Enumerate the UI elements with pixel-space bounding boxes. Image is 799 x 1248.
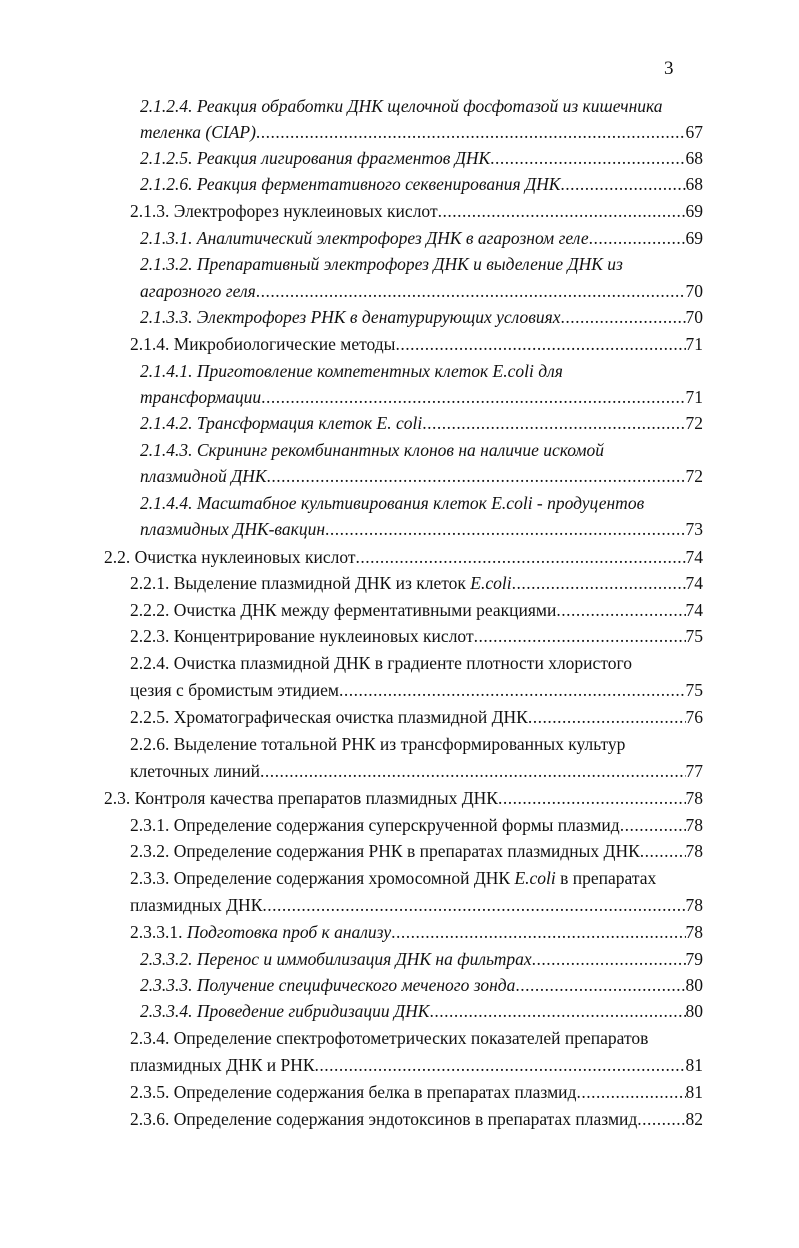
leader-dots xyxy=(256,121,686,143)
toc-entry xyxy=(140,386,703,408)
toc-entry-text: 2.3.2. Определение содержания РНК в препаратах плазмидных ДНК xyxy=(130,841,640,861)
toc-entry-text: плазмидных ДНК xyxy=(130,895,263,915)
toc-page-number: 79 xyxy=(685,949,703,969)
toc-page-number: 68 xyxy=(685,148,703,168)
leader-dots xyxy=(339,679,686,701)
leader-dots xyxy=(391,921,685,943)
toc-entry-text: 2.1.4.4. Масштабное культивирования клеток E.coli - продуцентов xyxy=(140,493,645,513)
toc-entry-text xyxy=(130,572,512,594)
toc-entry xyxy=(140,253,623,275)
toc-entry xyxy=(130,679,703,701)
toc-page-number: 81 xyxy=(685,1082,703,1102)
toc-entry-text-part: 2.2.1. Выделение плазмидной ДНК из клеток xyxy=(130,573,471,593)
toc-entry-text: теленка (CIAP) xyxy=(140,122,256,142)
toc-entry-text-part: 2.3.3.1. xyxy=(130,922,187,942)
toc-page-number: 74 xyxy=(685,547,703,567)
toc-entry-text: 2.2.5. Хроматографическая очистка плазмидной ДНК xyxy=(130,707,528,727)
toc-page-number: 69 xyxy=(685,201,703,221)
toc-entry-text: 2.1.2.4. Реакция обработки ДНК щелочной фосфотазой из кишечника xyxy=(140,96,663,116)
leader-dots xyxy=(528,706,686,728)
toc-entry-text: 2.1.3.3. Электрофорез РНК в денатурирующих условиях xyxy=(140,307,561,327)
toc-entry-text: 2.1.2.5. Реакция лигирования фрагментов ДНК xyxy=(140,148,491,168)
leader-dots xyxy=(325,518,686,540)
toc-entry xyxy=(140,412,703,434)
toc-entry-text: 2.3.3.4. Проведение гибридизации ДНК xyxy=(140,1001,430,1021)
leader-dots xyxy=(262,894,685,916)
toc-entry-text: 2.1.4. Микробиологические методы xyxy=(130,334,396,354)
toc-entry xyxy=(140,227,703,249)
leader-dots xyxy=(356,546,686,568)
leader-dots xyxy=(556,599,685,621)
toc-page-number: 74 xyxy=(685,600,703,620)
toc-entry xyxy=(140,147,703,169)
toc-entry-text: 2.1.4.2. Трансформация клеток E. coli xyxy=(140,413,423,433)
toc-page-number: 73 xyxy=(685,519,703,539)
toc-entry xyxy=(140,121,703,143)
toc-entry xyxy=(140,974,703,996)
toc-page-number: 71 xyxy=(685,387,703,407)
leader-dots xyxy=(515,974,685,996)
leader-dots xyxy=(261,386,685,408)
toc-entry xyxy=(130,840,703,862)
toc-page-number: 76 xyxy=(685,707,703,727)
leader-dots xyxy=(256,280,686,302)
toc-page-number: 78 xyxy=(685,922,703,942)
toc-entry xyxy=(130,333,703,355)
toc-entry xyxy=(104,787,703,809)
toc-entry xyxy=(140,948,703,970)
toc-page-number: 81 xyxy=(685,1055,703,1075)
toc-entry xyxy=(140,173,703,195)
leader-dots xyxy=(532,948,686,970)
toc-entry xyxy=(140,465,703,487)
toc-entry xyxy=(140,306,703,328)
toc-page-number: 80 xyxy=(685,975,703,995)
leader-dots xyxy=(422,412,685,434)
toc-page-number: 68 xyxy=(685,174,703,194)
toc-entry-text: 2.3.5. Определение содержания белка в препаратах плазмид xyxy=(130,1082,577,1102)
toc-entry xyxy=(140,492,644,514)
toc-entry-emphasis: Подготовка проб к анализу xyxy=(186,922,392,942)
toc-entry-text: агарозного геля xyxy=(140,281,256,301)
toc-entry-emphasis: E.coli xyxy=(514,868,556,888)
toc-page-number: 75 xyxy=(685,626,703,646)
toc-entry-emphasis: E.coli xyxy=(470,573,512,593)
toc-entry xyxy=(130,733,625,755)
leader-dots xyxy=(589,227,686,249)
toc-entry xyxy=(130,599,703,621)
toc-entry-text: 2.2.2. Очистка ДНК между ферментативными реакциями xyxy=(130,600,557,620)
toc-page-number: 70 xyxy=(685,281,703,301)
leader-dots xyxy=(438,200,686,222)
toc-entry xyxy=(140,439,604,461)
toc-entry-text-tail: в препаратах xyxy=(555,868,657,888)
toc-entry xyxy=(130,814,703,836)
toc-entry-text: 2.1.4.1. Приготовление компетентных клеток E.coli для xyxy=(140,361,563,381)
leader-dots xyxy=(637,1108,685,1130)
toc-entry xyxy=(140,1000,703,1022)
toc-entry xyxy=(130,1081,703,1103)
toc-entry-text: 2.2. Очистка нуклеиновых кислот xyxy=(104,547,356,567)
toc-entry xyxy=(130,867,656,889)
toc-entry-text: 2.2.3. Концентрирование нуклеиновых кислот xyxy=(130,626,474,646)
toc-entry xyxy=(130,921,703,943)
toc-page-number: 78 xyxy=(685,788,703,808)
toc-page-number: 67 xyxy=(685,122,703,142)
toc-entry xyxy=(140,95,663,117)
toc-entry-text: трансформации xyxy=(140,387,262,407)
toc-entry xyxy=(130,760,703,782)
leader-dots xyxy=(266,465,685,487)
toc-page-number: 80 xyxy=(685,1001,703,1021)
toc-entry xyxy=(130,1054,703,1076)
toc-entry-text: цезия с бромистым этидием xyxy=(130,680,339,700)
leader-dots xyxy=(260,760,686,782)
toc-entry-text: плазмидной ДНК xyxy=(140,466,267,486)
toc-entry-text: 2.1.3.1. Аналитический электрофорез ДНК в агарозном геле xyxy=(140,228,589,248)
toc-entry-text: 2.2.4. Очистка плазмидной ДНК в градиенте плотности хлористого xyxy=(130,653,632,673)
toc-entry-text: 2.1.2.6. Реакция ферментативного секвенирования ДНК xyxy=(140,174,561,194)
toc-entry xyxy=(130,572,703,594)
toc-entry-text: 2.3.3.2. Перенос и иммобилизация ДНК на фильтрах xyxy=(140,949,532,969)
toc-page-number: 72 xyxy=(685,413,703,433)
toc-entry xyxy=(130,1108,703,1130)
leader-dots xyxy=(429,1000,685,1022)
toc-entry-text: 2.1.3. Электрофорез нуклеиновых кислот xyxy=(130,201,438,221)
toc-entry xyxy=(130,1027,648,1049)
toc-page-number: 71 xyxy=(685,334,703,354)
toc-page-number: 70 xyxy=(685,307,703,327)
toc-entry xyxy=(130,200,703,222)
toc-page-number: 77 xyxy=(685,761,703,781)
toc-entry xyxy=(140,280,703,302)
leader-dots xyxy=(620,814,686,836)
leader-dots xyxy=(560,306,685,328)
toc-page-number: 78 xyxy=(685,815,703,835)
leader-dots xyxy=(640,840,686,862)
toc-entry-text: плазмидных ДНК-вакцин xyxy=(140,519,325,539)
leader-dots xyxy=(395,333,685,355)
toc-entry-text: плазмидных ДНК и РНК xyxy=(130,1055,315,1075)
toc-entry xyxy=(140,360,563,382)
toc-page-number: 69 xyxy=(685,228,703,248)
leader-dots xyxy=(490,147,685,169)
toc-entry-text: 2.1.3.2. Препаративный электрофорез ДНК и выделение ДНК из xyxy=(140,254,623,274)
toc-page-number: 78 xyxy=(685,895,703,915)
toc-page-number: 72 xyxy=(685,466,703,486)
toc-page-number: 82 xyxy=(685,1109,703,1129)
toc-entry-text: 2.2.6. Выделение тотальной РНК из трансформированных культур xyxy=(130,734,626,754)
toc-entry-text: 2.3.6. Определение содержания эндотоксинов в препаратах плазмид xyxy=(130,1109,638,1129)
toc-entry-text: 2.3.4. Определение спектрофотометрических показателей препаратов xyxy=(130,1028,649,1048)
toc-entry-text xyxy=(130,921,391,943)
toc-entry xyxy=(140,518,703,540)
leader-dots xyxy=(512,572,686,594)
toc-page-number: 78 xyxy=(685,841,703,861)
toc-entry-text: 2.3.3. Определение содержания хромосомной ДНК xyxy=(130,868,515,888)
page-number: 3 xyxy=(664,58,674,79)
toc-entry xyxy=(130,894,703,916)
toc-entry xyxy=(130,625,703,647)
toc-entry xyxy=(104,546,703,568)
toc-entry-text: 2.1.4.3. Скрининг рекомбинантных клонов на наличие искомой xyxy=(140,440,604,460)
leader-dots xyxy=(560,173,685,195)
toc-entry-text: 2.3.3.3. Получение специфического меченого зонда xyxy=(140,975,516,995)
leader-dots xyxy=(474,625,686,647)
toc-page-number: 75 xyxy=(685,680,703,700)
toc-entry xyxy=(130,706,703,728)
toc-entry-text: 2.3.1. Определение содержания суперскрученной формы плазмид xyxy=(130,815,620,835)
toc-entry-text: клеточных линий xyxy=(130,761,260,781)
leader-dots xyxy=(315,1054,686,1076)
toc-entry-text: 2.3. Контроля качества препаратов плазмидных ДНК xyxy=(104,788,498,808)
leader-dots xyxy=(576,1081,685,1103)
leader-dots xyxy=(498,787,686,809)
toc-entry xyxy=(130,652,632,674)
toc-page-number: 74 xyxy=(685,573,703,593)
